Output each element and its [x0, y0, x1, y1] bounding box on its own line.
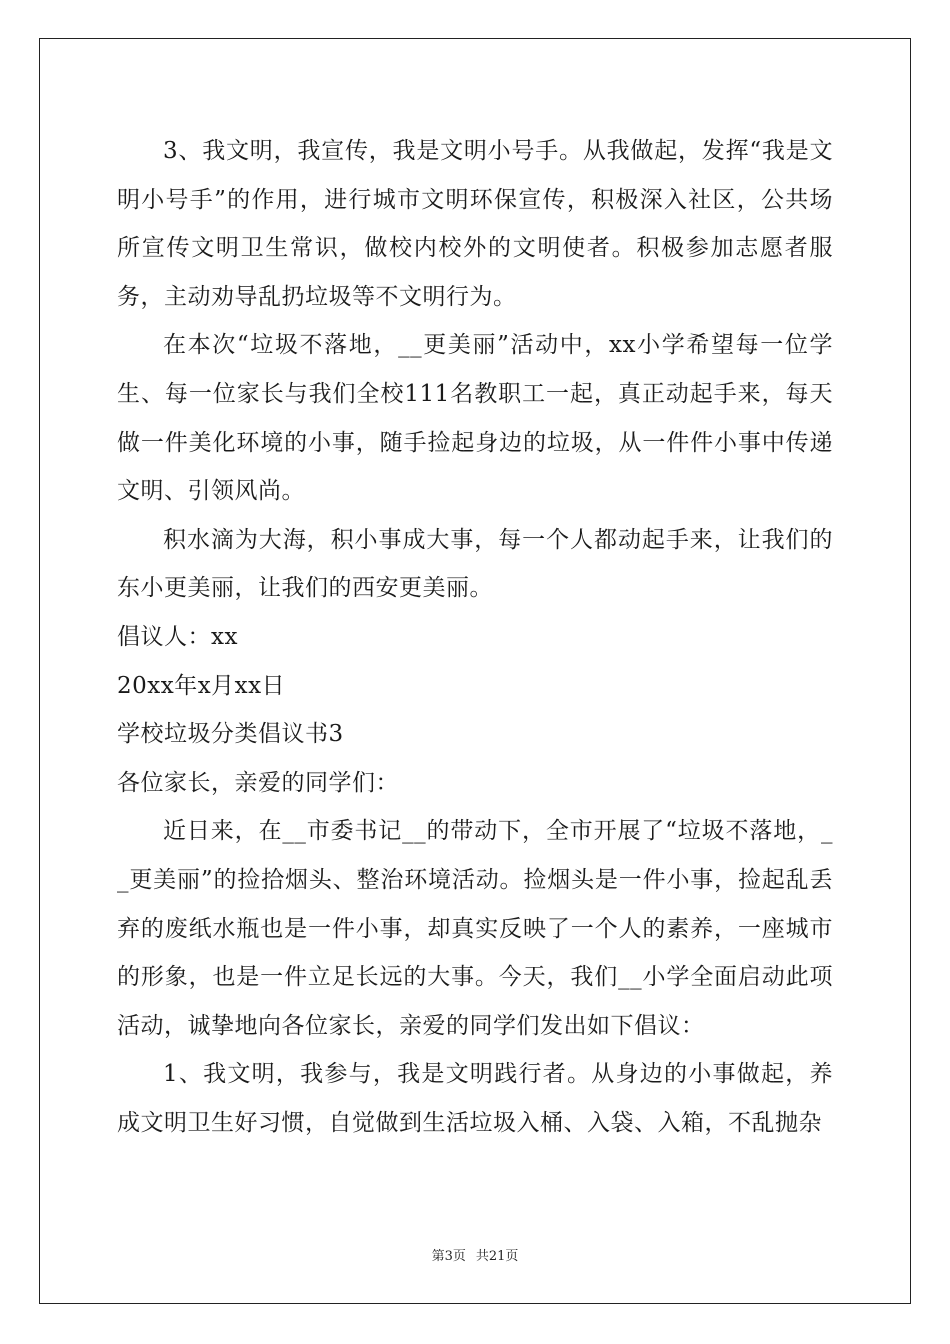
paragraph-campaign: 在本次“垃圾不落地，__更美丽”活动中，xx小学希望每一位学生、每一位家长与我们全校111名教职工一起，真正动起手来，每天做一件美化环境的小事，随手捡起身边的垃圾，从一件件小事中传递文明、引领风尚。 — [117, 332, 833, 505]
section-title: 学校垃圾分类倡议书3 — [117, 721, 344, 748]
document-body — [117, 127, 833, 1147]
signature-line: 倡议人：xx — [117, 623, 238, 650]
paragraph-item-1: 1、我文明，我参与，我是文明践行者。从身边的小事做起，养成文明卫生好习惯，自觉做到生活垃圾入桶、入袋、入箱，不乱抛杂 — [117, 1061, 833, 1136]
paragraph-intro: 近日来，在__市委书记__的带动下，全市开展了“垃圾不落地，__更美丽”的捡拾烟头、整治环境活动。捡烟头是一件小事，捡起乱丢弃的废纸水瓶也是一件小事，却真实反映了一个人的素养，一座城市的形象，也是一件立足长远的大事。今天，我们__小学全面启动此项活动，诚挚地向各位家长，亲爱的同学们发出如下倡议： — [117, 818, 833, 1039]
page-total: 共21页 — [475, 1249, 519, 1264]
paragraph-item-3: 3、我文明，我宣传，我是文明小号手。从我做起，发挥“我是文明小号手”的作用，进行城市文明环保宣传，积极深入社区，公共场所宣传文明卫生常识，做校内校外的文明使者。积极参加志愿者服务，主动劝导乱扔垃圾等不文明行为。 — [117, 138, 833, 310]
page-footer — [0, 1248, 950, 1266]
page-number: 第3页 — [431, 1249, 466, 1264]
salutation: 各位家长，亲爱的同学们： — [117, 769, 399, 796]
date-line: 20xx年x月xx日 — [117, 672, 286, 699]
paragraph-closing: 积水滴为大海，积小事成大事，每一个人都动起手来，让我们的东小更美丽，让我们的西安更美丽。 — [117, 526, 833, 602]
